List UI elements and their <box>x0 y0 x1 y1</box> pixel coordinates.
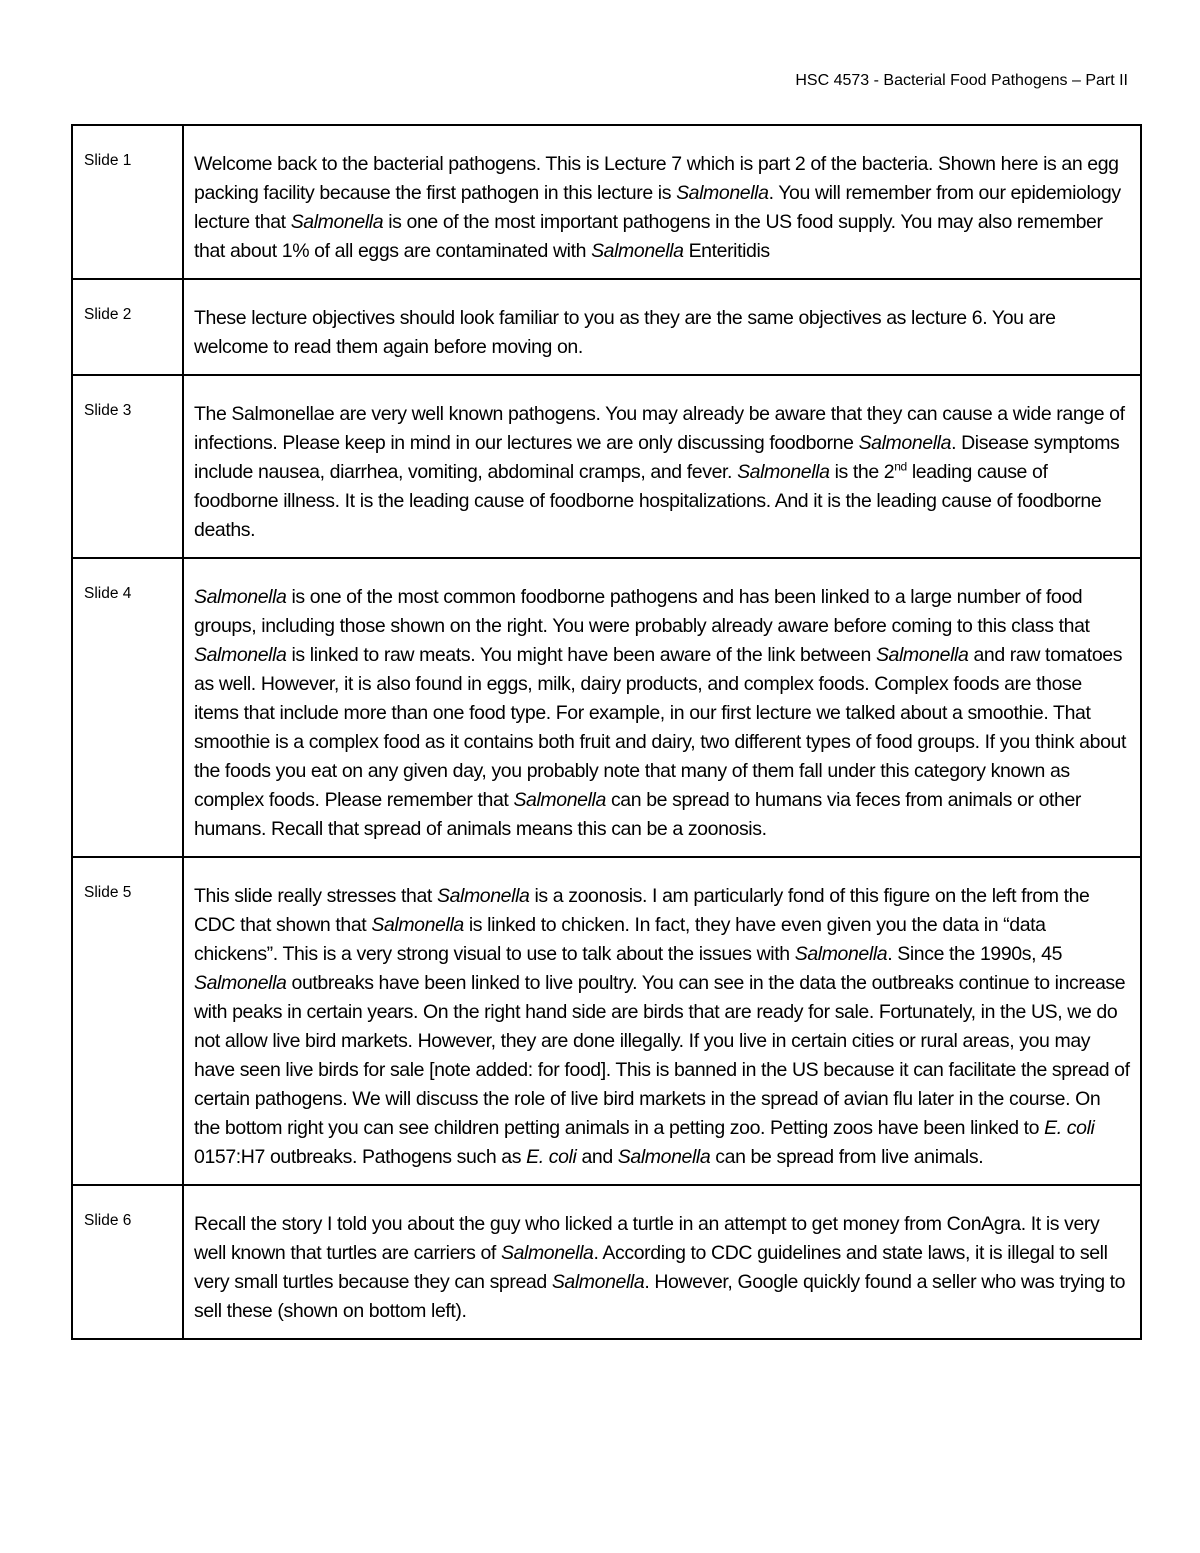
slide-row <box>72 279 1141 375</box>
italic-term: Salmonella <box>500 1242 594 1264</box>
italic-term: Salmonella <box>591 240 684 262</box>
slide-row <box>72 558 1141 857</box>
italic-term: Salmonella <box>617 1146 711 1168</box>
italic-term: Salmonella <box>551 1271 645 1293</box>
text-segment: The Salmonellae are very well known pathogens. You may already be aware that they can cause a wide range of infections. Please keep in mind in our lectures we are only discussing foodborne <box>194 403 1125 454</box>
text-segment: 0157:H7 outbreaks. Pathogens such as <box>194 1146 527 1168</box>
slide-notes-rows <box>72 125 1141 1339</box>
text-segment: . Since the 1990s, 45 <box>887 943 1063 965</box>
italic-term: Salmonella <box>737 461 830 483</box>
text-segment: and raw tomatoes as well. However, it is also found in eggs, milk, dairy products, and complex foods. Complex foods are those items that include more than one food type. For example, in our first lecture we talked about a smoothie. That smoothie is a complex food as it contains both fruit and dairy, two different types of food groups. If you think about the foods you eat on any given day, you probably note that many of them fall under this category known as complex foods. Please remember that <box>194 644 1126 811</box>
italic-term: Salmonella <box>290 211 384 233</box>
slide-notes-text <box>183 279 1141 375</box>
slide-label: Slide 6 <box>72 1185 183 1339</box>
italic-term: Salmonella <box>194 972 287 994</box>
text-segment: is the 2 <box>829 461 895 483</box>
slide-notes-text <box>183 558 1141 857</box>
text-segment: is one of the most important pathogens in the US food supply. You may also remember that about 1% of all eggs are contaminated with <box>194 211 1103 262</box>
italic-term: Salmonella <box>436 885 530 907</box>
slide-label: Slide 3 <box>72 375 183 558</box>
slide-label: Slide 4 <box>72 558 183 857</box>
italic-term: Salmonella <box>194 586 287 608</box>
slide-notes-table <box>71 124 1142 1340</box>
text-segment: . However, Google quickly found a seller who was trying to sell these (shown on bottom left). <box>194 1271 1126 1322</box>
italic-term: Salmonella <box>194 644 287 666</box>
slide-row <box>72 1185 1141 1339</box>
slide-notes-text <box>183 125 1141 279</box>
slide-row <box>72 375 1141 558</box>
text-segment: This slide really stresses that <box>194 885 437 907</box>
slide-label: Slide 2 <box>72 279 183 375</box>
slide-notes-text <box>183 375 1141 558</box>
text-segment: can be spread from live animals. <box>710 1146 984 1168</box>
text-segment: can be spread to humans via feces from animals or other humans. Recall that spread of animals means this can be a zoonosis. <box>194 789 1082 840</box>
ordinal-superscript: nd <box>894 459 907 474</box>
italic-term: E. coli <box>1044 1117 1095 1139</box>
slide-notes-text <box>183 1185 1141 1339</box>
text-segment: is linked to raw meats. You might have been aware of the link between <box>286 644 876 666</box>
italic-term: Salmonella <box>794 943 888 965</box>
text-segment: and <box>576 1146 618 1168</box>
text-segment: These lecture objectives should look familiar to you as they are the same objectives as lecture 6. You are welcome to read them again before moving on. <box>194 307 1056 358</box>
italic-term: Salmonella <box>371 914 464 936</box>
text-segment: is linked to chicken. In fact, they have even given you the data in “data chickens”. This is a very strong visual to use to talk about the issues with <box>194 914 1046 965</box>
text-segment: Welcome back to the bacterial pathogens. This is Lecture 7 which is part 2 of the bacteria. Shown here is an egg packing facility because the first pathogen in this lecture is <box>194 153 1119 204</box>
slide-notes-text <box>183 857 1141 1185</box>
slide-row <box>72 125 1141 279</box>
text-segment: is a zoonosis. I am particularly fond of this figure on the left from the CDC that shown that <box>194 885 1090 936</box>
page-header-title: HSC 4573 - Bacterial Food Pathogens – Part II <box>795 72 1128 89</box>
italic-term: Salmonella <box>858 432 952 454</box>
text-segment: Enteritidis <box>683 240 770 262</box>
italic-term: Salmonella <box>676 182 769 204</box>
text-segment: leading cause of foodborne illness. It is the leading cause of foodborne hospitalizations. And it is the leading cause of foodborne deaths. <box>194 461 1102 541</box>
slide-label: Slide 5 <box>72 857 183 1185</box>
text-segment: is one of the most common foodborne pathogens and has been linked to a large number of food groups, including those shown on the right. You were probably already aware before coming to this class that <box>194 586 1090 637</box>
slide-label: Slide 1 <box>72 125 183 279</box>
text-segment: outbreaks have been linked to live poultry. You can see in the data the outbreaks continue to increase with peaks in certain years. On the right hand side are birds that are ready for sale. Fortunately, in the US, we do not allow live bird markets. However, they are done illegally. If you live in certain cities or rural areas, you may have seen live birds for sale [note added: for food]. This is banned in the US because it can facilitate the spread of certain pathogens. We will discuss the role of live bird markets in the spread of avian flu later in the course. On the bottom right you can see children petting animals in a petting zoo. Petting zoos have been linked to <box>194 972 1130 1139</box>
text-segment: Recall the story I told you about the guy who licked a turtle in an attempt to get money from ConAgra. It is very well known that turtles are carriers of <box>194 1213 1100 1264</box>
italic-term: E. coli <box>526 1146 577 1168</box>
italic-term: Salmonella <box>875 644 969 666</box>
text-segment: . You will remember from our epidemiology lecture that <box>194 182 1121 233</box>
text-segment: . Disease symptoms include nausea, diarrhea, vomiting, abdominal cramps, and fever. <box>194 432 1120 483</box>
slide-row <box>72 857 1141 1185</box>
text-segment: . According to CDC guidelines and state laws, it is illegal to sell very small turtles because they can spread <box>194 1242 1108 1293</box>
italic-term: Salmonella <box>513 789 606 811</box>
